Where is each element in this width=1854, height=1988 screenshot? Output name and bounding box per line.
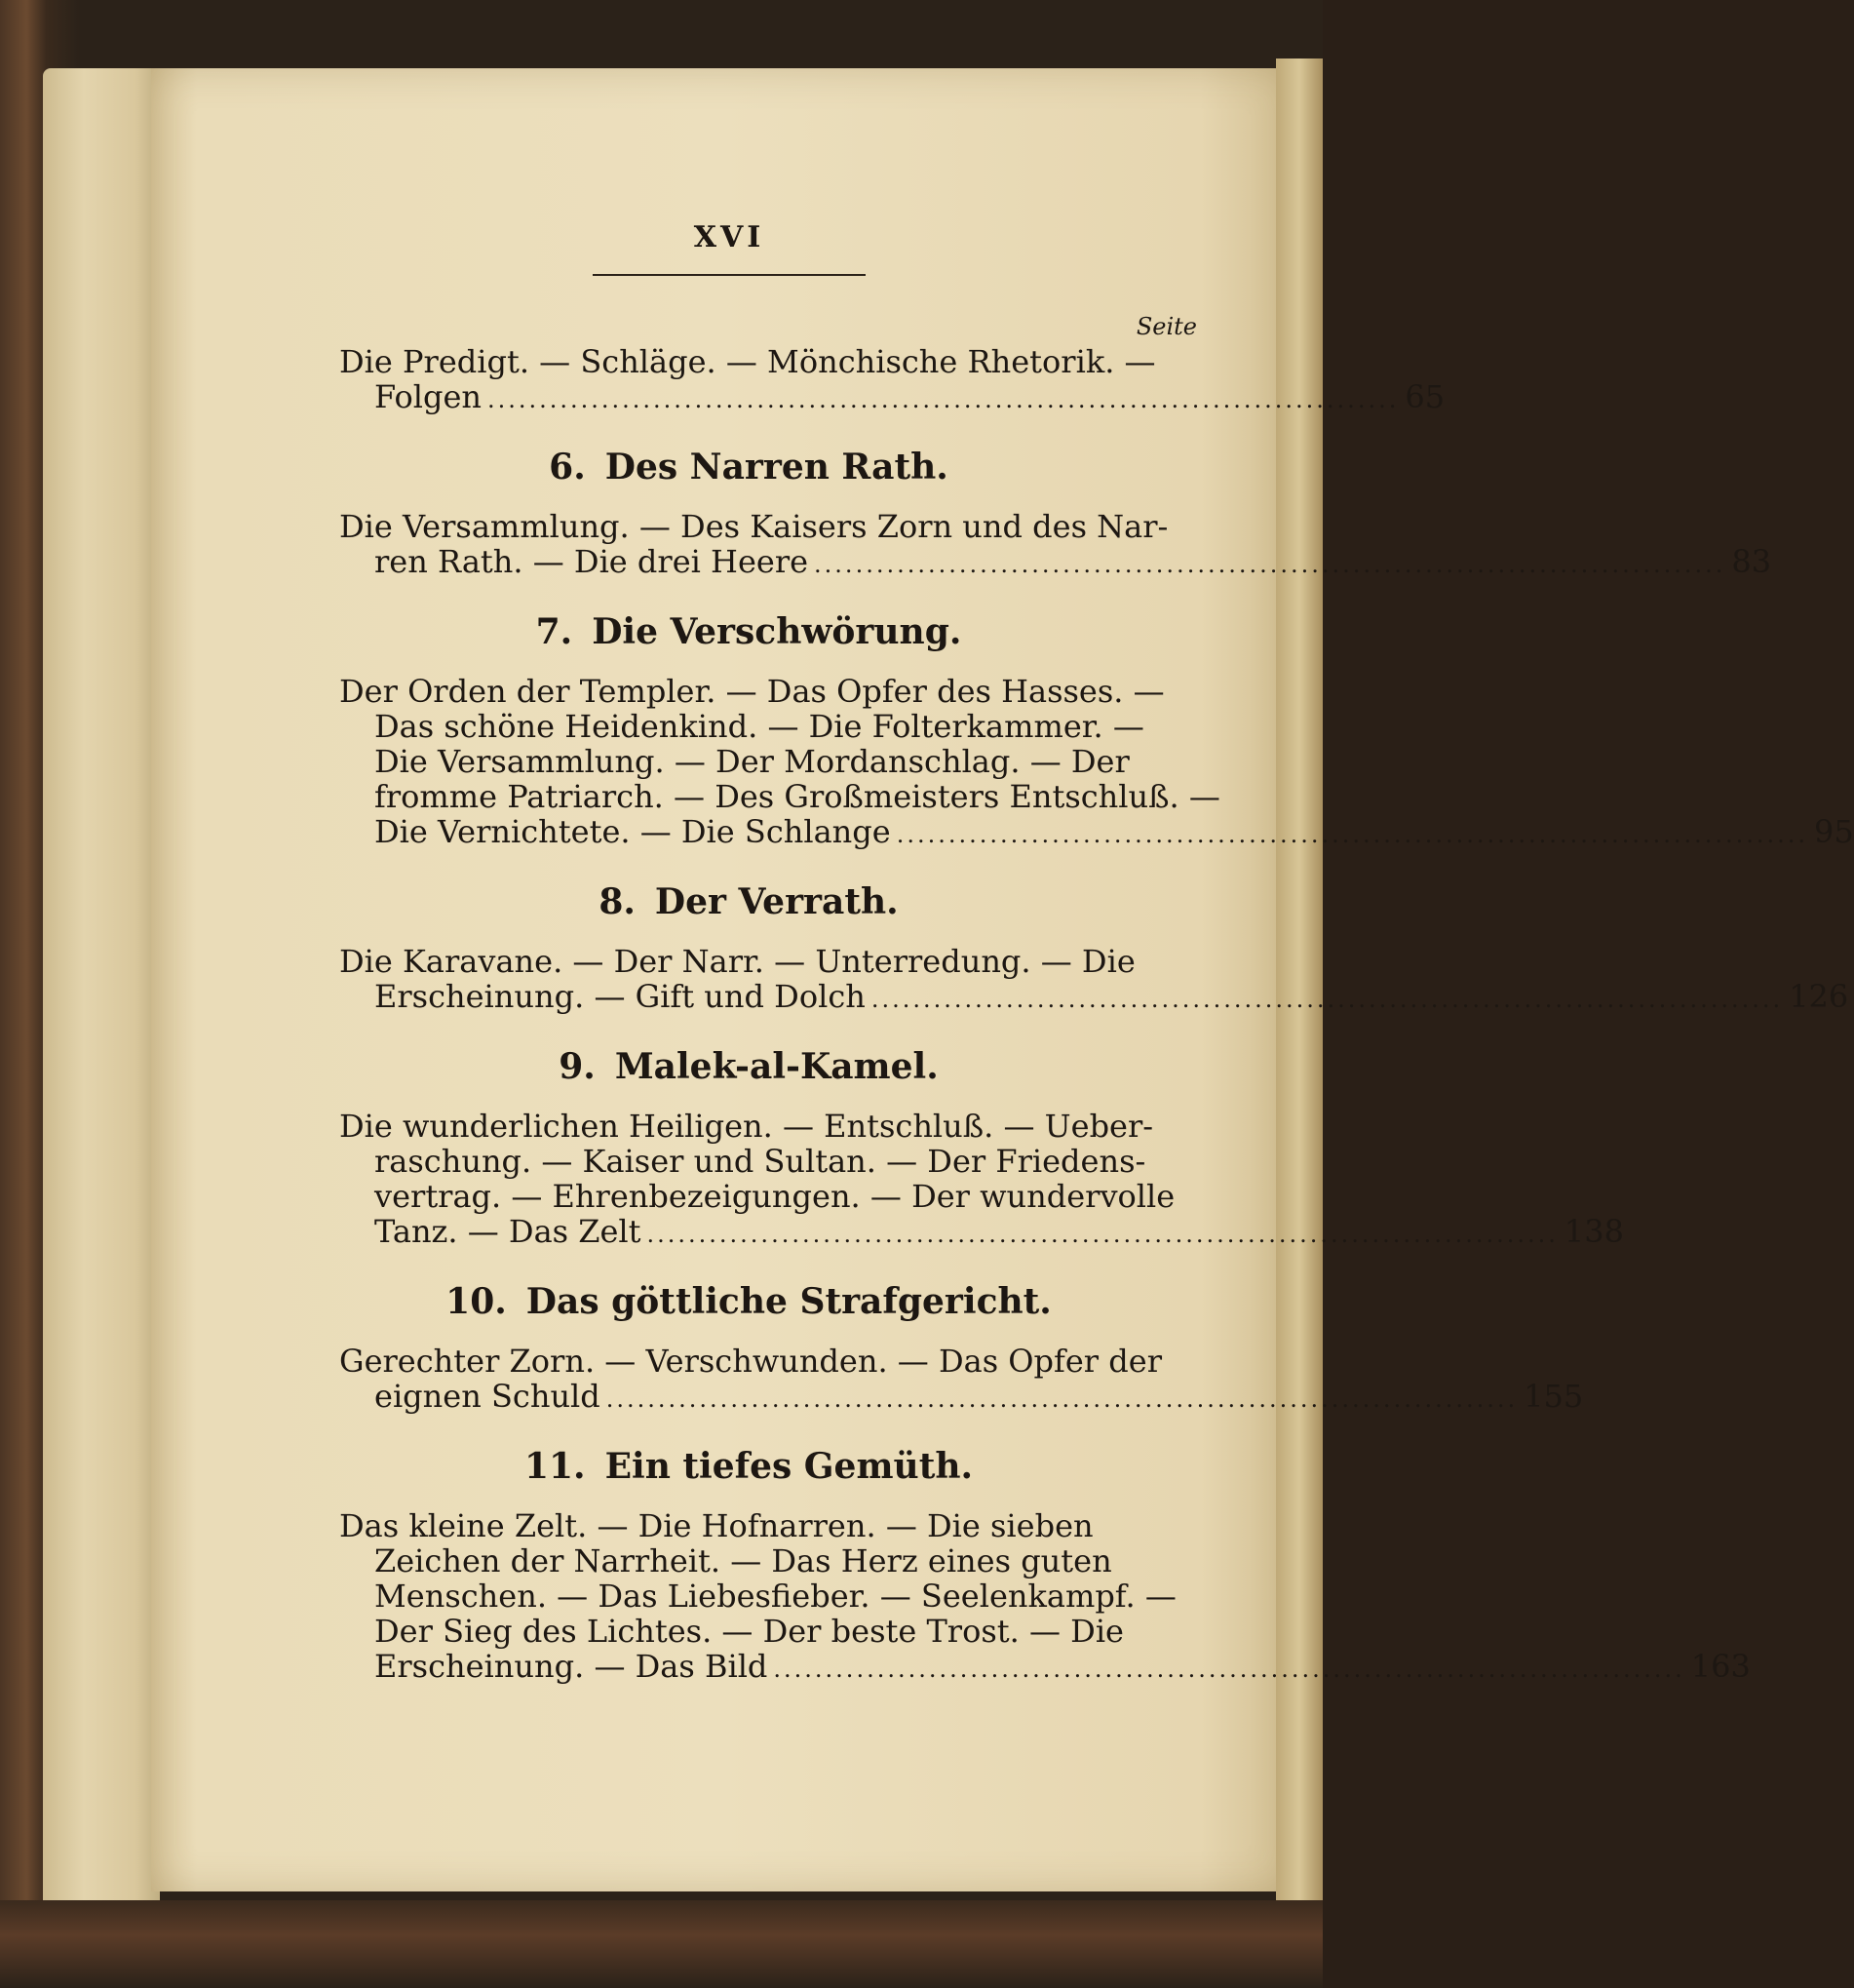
entry-last-line bbox=[374, 1213, 1624, 1252]
chapter-number: 6. bbox=[549, 447, 586, 487]
entry-line: Das schöne Heidenkind. — Die Folterkammer. — bbox=[374, 708, 1144, 745]
entry-line: Menschen. — Das Liebesfieber. — Seelenkampf. — bbox=[374, 1578, 1177, 1615]
chapter-number: 8. bbox=[599, 881, 636, 922]
entry-text: ren Rath. — Die drei Heere bbox=[374, 543, 809, 580]
toc-entry bbox=[339, 1343, 1584, 1417]
dot-leader: ........................................................................................ bbox=[486, 386, 1400, 413]
chapter-number: 9. bbox=[559, 1046, 596, 1087]
entry-line: Das kleine Zelt. — Die Hofnarren. — Die sieben bbox=[339, 1507, 1094, 1544]
cover-bottom bbox=[0, 1900, 1323, 1988]
page-number: XVI bbox=[693, 220, 765, 254]
entry-text: eignen Schuld bbox=[374, 1378, 600, 1415]
entry-line: Die Versammlung. — Des Kaisers Zorn und des Nar- bbox=[339, 508, 1169, 545]
chapter-heading bbox=[339, 1046, 1158, 1087]
page-ref: 163 bbox=[1690, 1648, 1751, 1685]
chapter-heading bbox=[339, 447, 1158, 487]
entry-text: Tanz. — Das Zelt bbox=[374, 1213, 641, 1250]
toc-entry bbox=[339, 1108, 1624, 1252]
entry-text: Erscheinung. — Das Bild bbox=[374, 1648, 768, 1685]
entry-last-line bbox=[374, 813, 1854, 852]
dot-leader: ........................................................................................ bbox=[896, 821, 1809, 848]
entry-text: Folgen bbox=[374, 378, 482, 415]
chapter-title: Malek-al-Kamel. bbox=[614, 1046, 939, 1087]
previous-pages-edge bbox=[43, 68, 160, 1911]
chapter-title: Ein tiefes Gemüth. bbox=[604, 1446, 974, 1487]
chapter-number: 11. bbox=[523, 1446, 586, 1487]
chapter-title: Das göttliche Strafgericht. bbox=[525, 1281, 1052, 1322]
toc-entry bbox=[339, 943, 1849, 1017]
dot-leader: ........................................................................................ bbox=[605, 1385, 1519, 1413]
entry-line: Die Predigt. — Schläge. — Mönchische Rhetorik. — bbox=[339, 343, 1156, 380]
entry-line: vertrag. — Ehrenbezeigungen. — Der wundervolle bbox=[374, 1178, 1176, 1215]
entry-line: Zeichen der Narrheit. — Das Herz eines guten bbox=[374, 1542, 1112, 1579]
dot-leader: ........................................................................................ bbox=[870, 986, 1784, 1013]
page-ref: 83 bbox=[1731, 543, 1772, 580]
chapter-title: Die Verschwörung. bbox=[592, 611, 962, 652]
entry-last-line bbox=[374, 1648, 1751, 1687]
toc-entry bbox=[339, 1507, 1751, 1687]
table-of-contents bbox=[339, 220, 1854, 1687]
entry-line: Der Orden der Templer. — Das Opfer des Hasses. — bbox=[339, 673, 1165, 710]
entry-last-line bbox=[374, 378, 1446, 417]
chapter-number: 7. bbox=[535, 611, 573, 652]
entry-line: fromme Patriarch. — Des Großmeisters Entschluß. — bbox=[374, 778, 1220, 815]
header-rule bbox=[593, 274, 866, 276]
dot-leader: ........................................................................................ bbox=[646, 1221, 1559, 1248]
page-ref: 138 bbox=[1564, 1213, 1624, 1250]
chapter-title: Der Verrath. bbox=[654, 881, 899, 922]
entry-line: Die Karavane. — Der Narr. — Unterredung. — Die bbox=[339, 943, 1136, 980]
chapter-heading bbox=[339, 881, 1158, 922]
toc-entry bbox=[339, 673, 1854, 852]
entry-line: Der Sieg des Lichtes. — Der beste Trost. — Die bbox=[374, 1613, 1124, 1650]
entry-last-line bbox=[374, 978, 1849, 1017]
toc-entry-intro bbox=[339, 343, 1446, 417]
entry-line: Die wunderlichen Heiligen. — Entschluß. — Ueber- bbox=[339, 1108, 1154, 1145]
seite-label: Seite bbox=[1136, 313, 1197, 340]
entry-line: Gerechter Zorn. — Verschwunden. — Das Opfer der bbox=[339, 1343, 1162, 1380]
entry-text: Die Vernichtete. — Die Schlange bbox=[374, 813, 891, 850]
chapter-heading bbox=[339, 1281, 1158, 1322]
page-ref: 155 bbox=[1524, 1378, 1584, 1415]
entry-text: Erscheinung. — Gift und Dolch bbox=[374, 978, 866, 1015]
page-ref: 95 bbox=[1814, 813, 1854, 850]
entry-line: Die Versammlung. — Der Mordanschlag. — Der bbox=[374, 743, 1130, 780]
chapter-heading bbox=[339, 1446, 1158, 1487]
dot-leader: ........................................................................................ bbox=[773, 1656, 1685, 1683]
chapter-title: Des Narren Rath. bbox=[604, 447, 948, 487]
chapter-number: 10. bbox=[445, 1281, 507, 1322]
entry-last-line bbox=[374, 1378, 1584, 1417]
dot-leader: ........................................................................................ bbox=[814, 551, 1726, 578]
chapter-heading bbox=[339, 611, 1158, 652]
entry-last-line bbox=[374, 543, 1772, 582]
toc-entry bbox=[339, 508, 1772, 582]
page-ref: 65 bbox=[1405, 378, 1446, 415]
entry-line: raschung. — Kaiser und Sultan. — Der Friedens- bbox=[374, 1143, 1146, 1180]
page-ref: 126 bbox=[1789, 978, 1849, 1015]
